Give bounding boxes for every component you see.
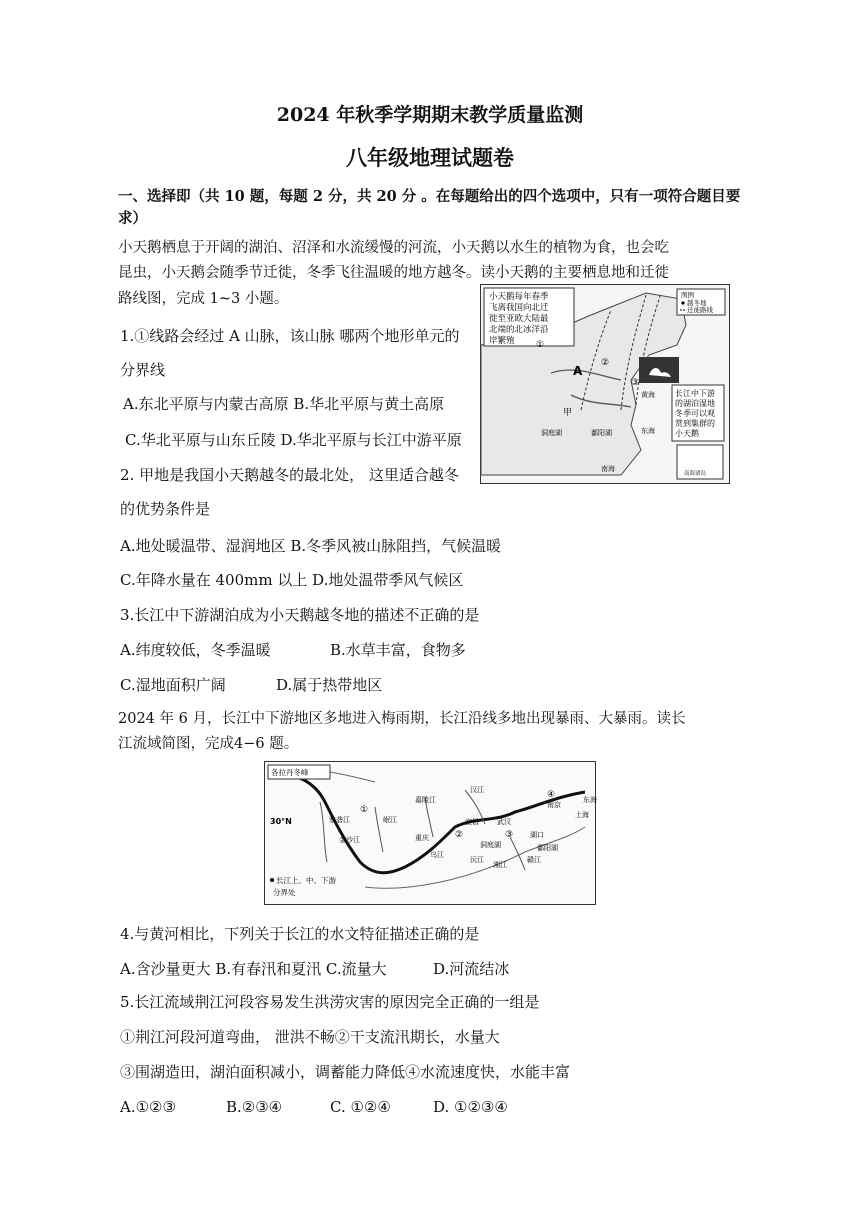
river-han: 汉江 (470, 786, 484, 794)
legend-title: 图例 (681, 291, 694, 299)
boundary-note-line1: 长江上、中、下游 (276, 876, 336, 885)
min-river (375, 807, 383, 852)
city-yichang: 宜昌 (465, 818, 479, 826)
boundary-note-line2: 分界处 (273, 888, 296, 897)
swan-migration-map (480, 284, 730, 484)
q5-option-a: A.①②③ (120, 1098, 176, 1116)
river-wu: 乌江 (430, 851, 444, 859)
river-min: 岷江 (383, 816, 397, 824)
yalong-river (320, 802, 327, 862)
q5-option-d: D. ①②③④ (433, 1098, 508, 1116)
river-jinsha: 金沙江 (339, 836, 360, 844)
city-shanghai: 上海 (575, 811, 589, 819)
q5-statement-2: ③围湖造田，湖泊面积减小，调蓄能力降低④水流速度快，水能丰富 (120, 1063, 571, 1081)
sea-donghai: 东海 (583, 796, 597, 804)
q4-stem: 4.与黄河相比，下列关于长江的水文特征描述正确的是 (120, 925, 480, 943)
intro2-line2: 江流域简图，完成4−6 题。 (118, 736, 299, 752)
q1-options-ab: A.东北平原与内蒙古高原 B.华北平原与黄土高原 (123, 395, 445, 413)
label-poyang: 鄱阳湖 (591, 429, 612, 437)
legend-item-wintering: 越冬地 (687, 299, 707, 307)
city-hukou: 湖口 (530, 831, 544, 839)
callout-top-line3: 徙至亚欧大陆最 (489, 314, 549, 324)
source-label: 各拉丹冬峰 (271, 768, 309, 777)
label-dongting: 洞庭湖 (541, 429, 562, 437)
river-jialing: 嘉陵江 (415, 796, 436, 804)
river-yuan: 沅江 (470, 856, 484, 864)
label-A: A (573, 364, 583, 378)
q2-options-ab: A.地处暖温带、湿润地区 B.冬季风被山脉阻挡，气候温暖 (120, 537, 502, 555)
intro1-line1: 小天鹅栖息于开阔的湖泊、沼泽和水流缓慢的河流，小天鹅以水生的植物为食，也会吃 (118, 240, 669, 256)
mark-3: ③ (505, 830, 514, 840)
label-donghai: 东海 (641, 427, 655, 435)
yangtze-basin-map (264, 761, 596, 905)
city-chongqing: 重庆 (415, 834, 429, 842)
q2-stem-line1: 2. 甲地是我国小天鹅越冬的最北处， 这里适合越冬 (120, 466, 459, 484)
section-heading: 一、选择即（共 10 题，每题 2 分，共 20 分 。在每题给出的四个选项中，只有一项符合题目要求） (118, 188, 741, 227)
lake-dongting: 洞庭湖 (480, 841, 501, 849)
callout-top-line4: 北端的北冰洋沿 (489, 325, 549, 335)
label-huanghai: 黄海 (641, 391, 655, 399)
q5-option-c: C. ①②④ (330, 1098, 391, 1116)
exam-title: 2024 年秋季学期期末教学质量监测 (276, 104, 584, 126)
river-xiang: 湘江 (493, 861, 507, 869)
q5-statement-1: ①荆江河段河道弯曲， 泄洪不畅②干支流汛期长，水量大 (120, 1028, 500, 1046)
river-gan: 赣江 (527, 856, 541, 864)
q3-stem: 3.长江中下游湖泊成为小天鹅越冬地的描述不正确的是 (120, 606, 480, 624)
callout-top-line5: 岸繁殖 (489, 336, 515, 346)
mark-1: ① (360, 805, 369, 815)
q3-option-a: A.纬度较低，冬季温暖 (120, 641, 271, 659)
mark-2: ② (455, 830, 464, 840)
lake-poyang: 鄱阳湖 (537, 844, 558, 852)
callout-top-line1: 小天鹅每年春季 (489, 292, 549, 302)
label-route-1: ① (536, 340, 545, 350)
intro2-line1: 2024 年 6 月，长江中下游地区多地进入梅雨期，长江沿线多地出现暴雨、大暴雨。读长 (118, 711, 686, 727)
city-nanjing: 南京 (547, 801, 561, 809)
q4-option-d: D.河流结冰 (433, 960, 510, 978)
q5-option-b: B.②③④ (226, 1098, 283, 1116)
q2-options-cd: C.年降水量在 400mm 以上 D.地处温带季风气候区 (120, 571, 464, 589)
intro1-line3: 路线图，完成 1~3 小题。 (118, 291, 289, 307)
callout-right-line5: 小天鹅 (675, 429, 699, 438)
city-wuhan: 武汉 (497, 818, 511, 826)
inset-label: 南海诸岛 (684, 471, 707, 477)
q1-stem-line2: 分界线 (120, 361, 166, 379)
q3-option-d: D.属于热带地区 (276, 676, 383, 694)
river-yalong: 雅砻江 (329, 816, 350, 824)
q5-stem: 5.长江流域荆江河段容易发生洪涝灾害的原因完全正确的一组是 (120, 993, 540, 1011)
exam-subtitle: 八年级地理试题卷 (346, 145, 514, 170)
label-jia: 甲 (563, 408, 573, 418)
label-route-2: ② (601, 358, 610, 368)
callout-right-line3: 冬季可以观 (675, 409, 715, 418)
q3-option-b: B.水草丰富，食物多 (330, 641, 466, 659)
callout-right-line1: 长江中下游 (675, 389, 715, 398)
label-route-3: ③ (631, 378, 640, 388)
callout-right-line2: 的湖泊湿地 (675, 399, 715, 408)
latitude-label: 30°N (270, 817, 292, 826)
legend-wintering-dot (681, 301, 684, 304)
q2-stem-line2: 的优势条件是 (120, 500, 211, 518)
q4-options-abc: A.含沙量更大 B.有春汛和夏汛 C.流量大 (120, 960, 387, 978)
label-nanhai: 南海 (601, 465, 615, 473)
callout-right-line4: 赏到集群的 (675, 419, 715, 428)
boundary-dot (270, 878, 274, 882)
intro1-line2: 昆虫，小天鹅会随季节迁徙，冬季飞往温暖的地方越冬。读小天鹅的主要栖息地和迁徙 (118, 265, 669, 281)
mark-4: ④ (547, 790, 556, 800)
legend-item-route: 迁徙路线 (687, 306, 713, 314)
q3-option-c: C.湿地面积广阔 (120, 676, 226, 694)
q1-stem-line1: 1.①线路会经过 A 山脉，该山脉 哪两个地形单元的 (120, 327, 460, 345)
callout-top-line2: 飞离我国向北迁 (489, 303, 549, 313)
q1-options-cd: C.华北平原与山东丘陵 D.华北平原与长江中游平原 (125, 431, 462, 449)
